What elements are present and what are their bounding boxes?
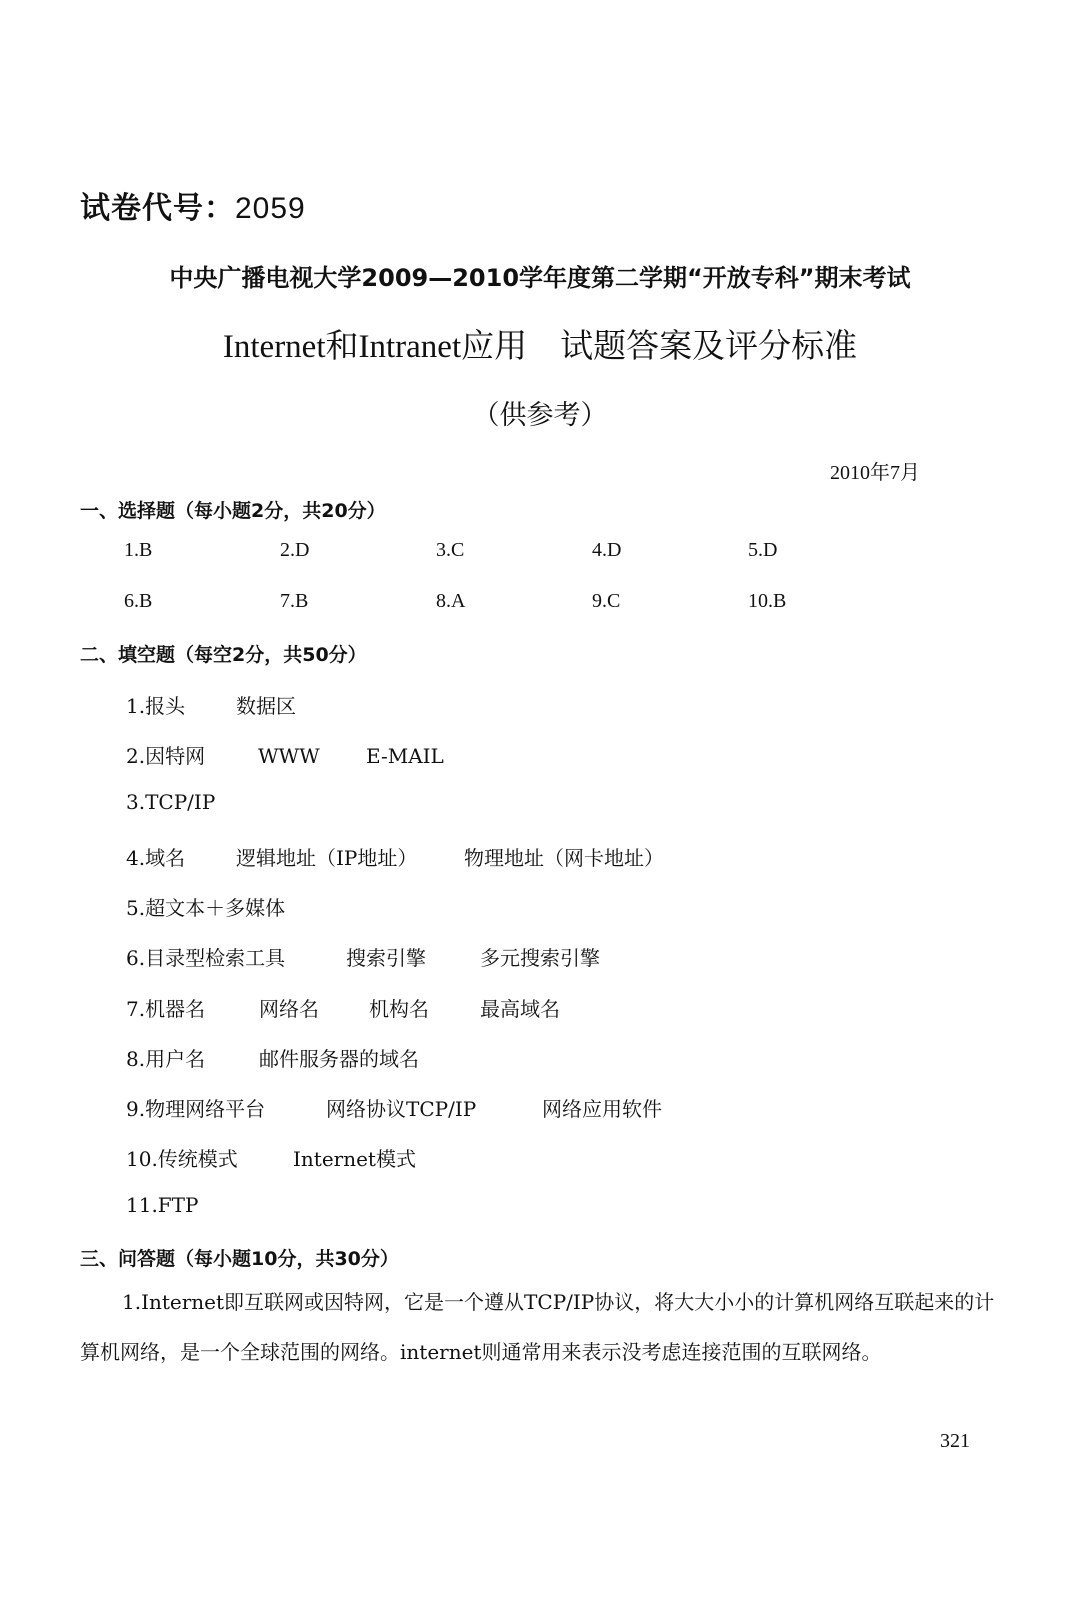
fill-answer: WWW [258,744,320,768]
mc-answer: 5.D [748,539,778,561]
fill-answer: 数据区 [236,694,296,718]
fill-answer: 邮件服务器的域名 [259,1047,419,1071]
fill-item [126,1093,662,1122]
mc-answer: 8.A [436,590,466,612]
fill-answer: 4.域名 [126,846,186,870]
fill-answer: 7.机器名 [126,997,206,1021]
fill-answer: 9.物理网络平台 [126,1097,266,1121]
fill-item [126,892,285,921]
fill-answer: 物理地址（网卡地址） [464,846,664,870]
fill-answer: 3.TCP/IP [126,790,216,814]
page-number: 321 [940,1430,970,1452]
fill-answer: 最高域名 [480,997,560,1021]
mc-answer: 6.B [124,590,153,612]
fill-answer: 1.报头 [126,694,186,718]
fill-answer: 6.目录型检索工具 [126,946,286,970]
fill-answer: 机构名 [369,997,429,1021]
fill-answer: E-MAIL [366,744,444,768]
mc-answer: 4.D [592,539,622,561]
fill-answer: 网络协议TCP/IP [326,1097,477,1121]
answer-paragraph: 1.Internet即互联网或因特网，它是一个遵从TCP/IP协议，将大大小小的计算机网络互联起来的计算机网络，是一个全球范围的网络。internet则通常用来表示没考虑连接范围的互联网络。 [80,1290,995,1364]
fill-answer: 11.FTP [126,1193,199,1217]
fill-answer: 网络名 [259,997,319,1021]
mc-answer: 1.B [124,539,153,561]
fill-answer: Internet模式 [293,1147,416,1171]
reference-note: （供参考） [472,400,608,431]
fill-answer: 逻辑地址（IP地址） [236,846,418,870]
paper-code-number: 2059 [235,192,306,225]
fill-item [126,740,444,769]
mc-answer: 3.C [436,539,465,561]
fill-answer: 10.传统模式 [126,1147,238,1171]
exam-title: 中央广播电视大学2009—2010学年度第二学期“开放专科”期末考试 [169,264,911,292]
course-title: Internet和Intranet应用 试题答案及评分标准 [222,329,858,365]
section3-title: 三、问答题（每小题10分，共30分） [80,1248,399,1270]
mc-answer: 9.C [592,590,621,612]
fill-answer: 搜索引擎 [346,946,426,970]
fill-item [126,790,215,814]
fill-answer: 网络应用软件 [542,1097,662,1121]
fill-answer: 多元搜索引擎 [480,946,600,970]
fill-item [126,1143,416,1172]
fill-answer: 8.用户名 [126,1047,206,1071]
paper-code [80,183,306,227]
fill-answer: 2.因特网 [126,744,206,768]
fill-item [126,1043,419,1072]
mc-answer: 7.B [280,590,309,612]
fill-item [126,690,296,719]
fill-item [126,993,560,1022]
mc-answer: 10.B [748,590,787,612]
mc-answer: 2.D [280,539,310,561]
exam-date: 2010年7月 [830,462,920,484]
section1-title: 一、选择题（每小题2分，共20分） [80,500,386,522]
fill-item [126,1193,198,1217]
fill-answer: 5.超文本＋多媒体 [126,896,286,920]
paper-code-label: 试卷代号： [80,191,235,226]
section2-title: 二、填空题（每空2分，共50分） [80,644,367,666]
fill-item [126,942,600,971]
fill-item [126,842,664,871]
